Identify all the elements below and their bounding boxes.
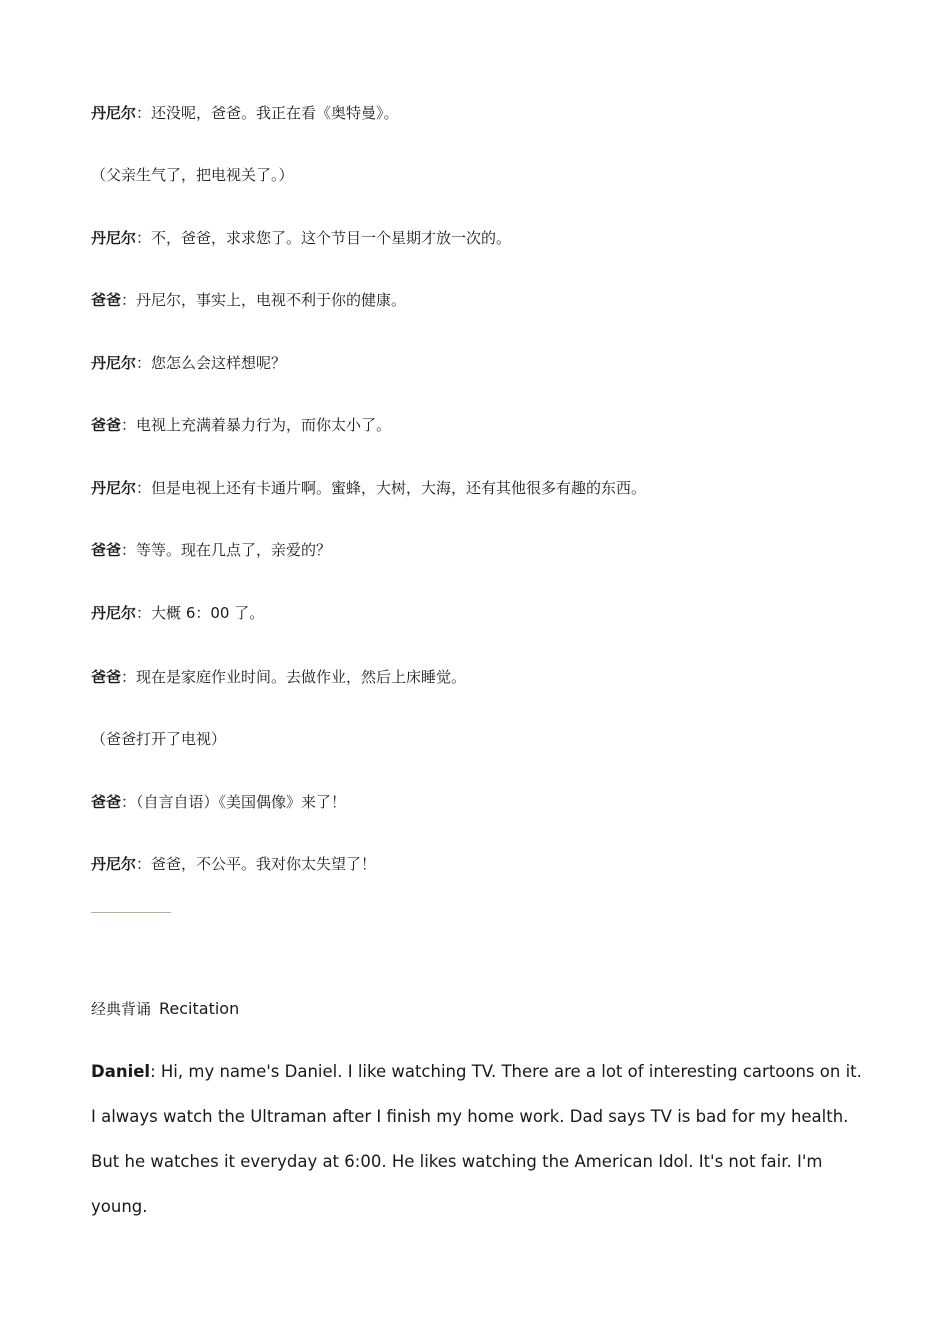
section-divider [91, 912, 171, 913]
colon: ： [136, 479, 152, 497]
dialogue-text: 电视上充满着暴力行为，而你太小了。 [136, 416, 392, 434]
stage-direction-text: （父亲生气了，把电视关了。） [91, 166, 294, 184]
recitation-text: Hi, my name's Daniel. I like watching TV. There are a lot of interesting cartoons on it. I always watch the Ultraman after I finish my home work. Dad says TV is bad for my health. But he watches it everyday at 6:00. He likes watching the American Idol. It's not fair. I'm young. [91, 1062, 862, 1216]
dialogue-line [91, 352, 286, 374]
dialogue-text: 了。 [229, 604, 265, 622]
dialogue-line [91, 602, 264, 624]
colon: ： [121, 541, 137, 559]
dialogue-line [91, 102, 399, 124]
colon: ： [121, 793, 137, 811]
speaker-name: 爸爸 [91, 793, 122, 811]
colon: ： [136, 604, 152, 622]
heading-en: Recitation [159, 999, 240, 1018]
time-value: 6：00 [185, 604, 230, 622]
dialogue-line [91, 666, 466, 688]
colon: ： [136, 229, 152, 247]
dialogue-line [91, 414, 391, 436]
dialogue-line [91, 791, 346, 813]
dialogue-text: 现在是家庭作业时间。去做作业，然后上床睡觉。 [136, 668, 467, 686]
section-heading [91, 998, 239, 1020]
dialogue-text: 不，爸爸，求求您了。这个节目一个星期才放一次的。 [151, 229, 512, 247]
stage-direction [91, 164, 294, 186]
dialogue-line [91, 477, 646, 499]
dialogue-text: 大概 [151, 604, 186, 622]
speaker-name: 爸爸 [91, 416, 122, 434]
dialogue-line [91, 289, 406, 311]
speaker-name: 丹尼尔 [91, 229, 137, 247]
speaker-name: 爸爸 [91, 291, 122, 309]
stage-direction [91, 728, 226, 750]
speaker-name: 丹尼尔 [91, 479, 137, 497]
dialogue-text: 丹尼尔，事实上，电视不利于你的健康。 [136, 291, 407, 309]
colon: ： [121, 668, 137, 686]
dialogue-text: 爸爸，不公平。我对你太失望了！ [151, 855, 377, 873]
recitation-paragraph [91, 1049, 863, 1229]
colon: ： [121, 291, 137, 309]
dialogue-line [91, 227, 511, 249]
dialogue-line [91, 539, 331, 561]
dialogue-text: 您怎么会这样想呢？ [151, 354, 287, 372]
colon: ： [136, 855, 152, 873]
speaker-name: 丹尼尔 [91, 354, 137, 372]
colon: ： [121, 416, 137, 434]
dialogue-text: 等等。现在几点了，亲爱的？ [136, 541, 332, 559]
speaker-name: 丹尼尔 [91, 104, 137, 122]
recitation-colon: : [150, 1062, 156, 1081]
recitation-speaker: Daniel [91, 1062, 151, 1081]
colon: ： [136, 354, 152, 372]
dialogue-text: 还没呢，爸爸。我正在看《奥特曼》。 [151, 104, 399, 122]
stage-direction-text: （爸爸打开了电视） [91, 730, 227, 748]
dialogue-text: 但是电视上还有卡通片啊。蜜蜂，大树，大海，还有其他很多有趣的东西。 [151, 479, 647, 497]
speaker-name: 丹尼尔 [91, 604, 137, 622]
speaker-name: 爸爸 [91, 668, 122, 686]
colon: ： [136, 104, 152, 122]
dialogue-line [91, 853, 376, 875]
speaker-name: 丹尼尔 [91, 855, 137, 873]
dialogue-text: （自言自语）《美国偶像》来了！ [136, 793, 347, 811]
speaker-name: 爸爸 [91, 541, 122, 559]
heading-cn: 经典背诵 [91, 1000, 152, 1018]
